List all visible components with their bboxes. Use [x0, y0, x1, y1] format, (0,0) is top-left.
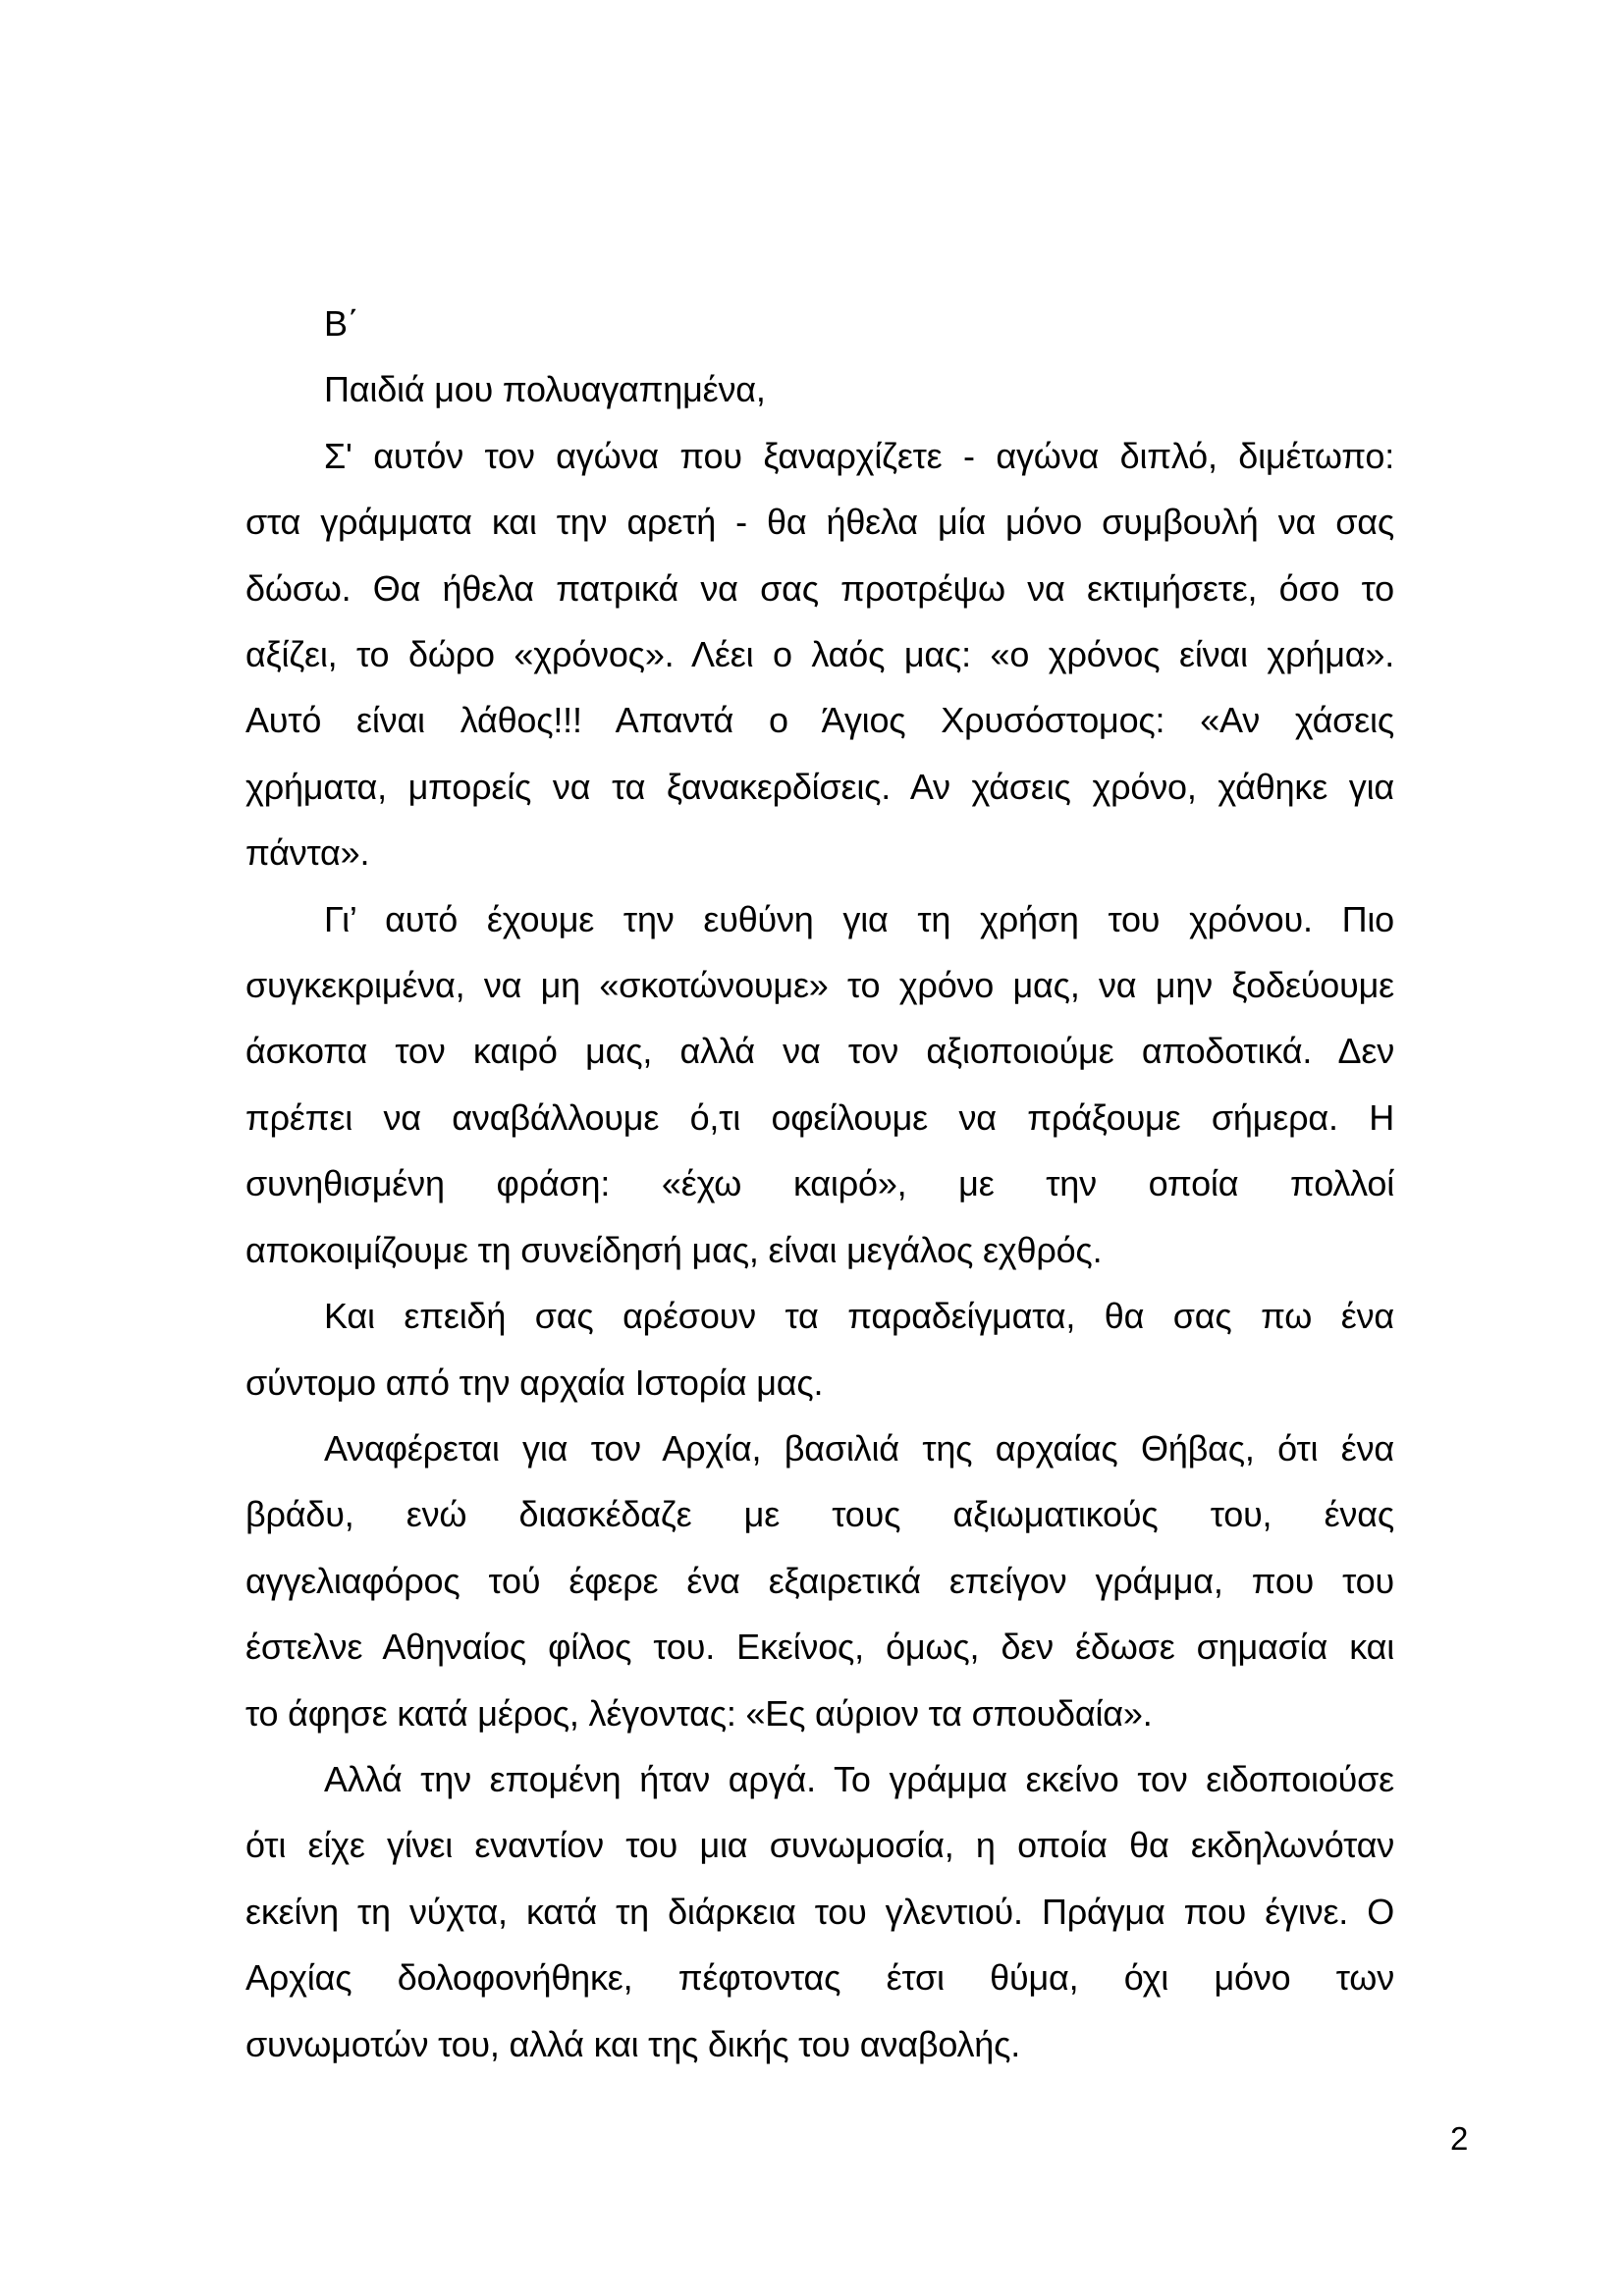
body-line: σύντομο από την αρχαία Ιστορία μας.	[245, 1362, 824, 1403]
body-line: χρήματα, μπορείς να τα ξανακερδίσεις. Αν χάσεις χρόνο, χάθηκε για	[245, 766, 1394, 807]
body-line: το άφησε κατά μέρος, λέγοντας: «Ες αύριον τα σπουδαία».	[245, 1692, 1153, 1734]
letter-body	[245, 291, 1394, 2077]
body-line: συνηθισμένη φράση: «έχω καιρό», με την οποία πολλοί	[245, 1163, 1394, 1204]
body-line: πρέπει να αναβάλλουμε ό,τι οφείλουμε να πράξουμε σήμερα. Η	[245, 1096, 1394, 1138]
body-line: έστελνε Αθηναίος φίλος του. Εκείνος, όμως, δεν έδωσε σημασία και	[245, 1627, 1394, 1668]
body-line: αποκοιμίζουμε τη συνείδησή μας, είναι μεγάλος εχθρός.	[245, 1229, 1103, 1270]
body-line: στα γράμματα και την αρετή - θα ήθελα μία μόνο συμβουλή να σας	[245, 502, 1394, 543]
body-line: άσκοπα τον καιρό μας, αλλά να τον αξιοποιούμε αποδοτικά. Δεν	[245, 1031, 1394, 1072]
body-line: ότι είχε γίνει εναντίον του μια συνωμοσία, η οποία θα εκδηλωνόταν	[245, 1825, 1394, 1866]
body-line: συνωμοτών του, αλλά και της δικής του αναβολής.	[245, 2023, 1021, 2064]
body-line: εκείνη τη νύχτα, κατά τη διάρκεια του γλεντιού. Πράγμα που έγινε. Ο	[245, 1891, 1394, 1932]
body-line: πάντα».	[245, 832, 370, 874]
body-line: δώσω. Θα ήθελα πατρικά να σας προτρέψω να εκτιμήσετε, όσο το	[245, 567, 1394, 609]
body-line: συγκεκριμένα, να μη «σκοτώνουμε» το χρόνο μας, να μην ξοδεύουμε	[245, 965, 1394, 1006]
body-line: Αυτό είναι λάθος!!! Απαντά ο Άγιος Χρυσόστομος: «Αν χάσεις	[245, 700, 1394, 741]
body-line: Γι’ αυτό έχουμε την ευθύνη για τη χρήση του χρόνου. Πιο	[324, 898, 1394, 939]
body-line: Αναφέρεται για τον Αρχία, βασιλιά της αρχαίας Θήβας, ότι ένα	[324, 1427, 1394, 1468]
body-line: Αλλά την επομένη ήταν αργά. Το γράμμα εκείνο τον ειδοποιούσε	[324, 1758, 1394, 1799]
body-line: αξίζει, το δώρο «χρόνος». Λέει ο λαός μας: «ο χρόνος είναι χρήμα».	[245, 634, 1394, 675]
body-line: Αρχίας δολοφονήθηκε, πέφτοντας έτσι θύμα, όχι μόνο των	[245, 1957, 1394, 1999]
section-heading: Β΄	[324, 303, 359, 344]
body-line: βράδυ, ενώ διασκέδαζε με τους αξιωματικούς του, ένας	[245, 1494, 1394, 1535]
body-line: αγγελιαφόρος τού έφερε ένα εξαιρετικά επείγον γράμμα, που του	[245, 1560, 1394, 1601]
body-line: Σ' αυτόν τον αγώνα που ξαναρχίζετε - αγώνα διπλό, διμέτωπο:	[324, 435, 1394, 476]
salutation-line: Παιδιά μου πολυαγαπημένα,	[324, 369, 766, 410]
body-line: Και επειδή σας αρέσουν τα παραδείγματα, θα σας πω ένα	[324, 1296, 1394, 1337]
page-number: 2	[1450, 2120, 1469, 2157]
